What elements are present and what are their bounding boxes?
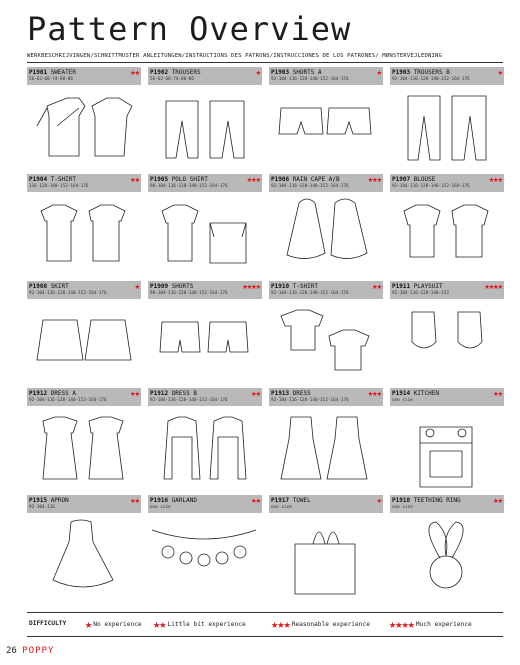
pattern-sizes: 92-104-116-128-140-152-164-176: [392, 77, 470, 82]
legend-text-4: Much experience: [415, 620, 472, 628]
pattern-number: P1904: [29, 176, 48, 183]
pattern-card-p1915-16: [27, 495, 141, 600]
difficulty-stars: ★: [255, 68, 260, 78]
pattern-card-p1909-9: [148, 281, 262, 386]
pattern-sketch: [390, 514, 504, 600]
pattern-caption: [390, 495, 504, 513]
pattern-number: P1914: [392, 390, 411, 397]
pattern-code: [150, 176, 208, 183]
pattern-name: DRESS B: [171, 390, 197, 397]
difficulty-stars: ★: [497, 68, 502, 78]
pattern-card-p1912-13: [148, 388, 262, 493]
pattern-number: P1913: [271, 390, 290, 397]
legend-label: DIFFICULTY: [29, 620, 67, 627]
pattern-card-p1904-4: [27, 174, 141, 279]
pattern-name: DRESS A: [50, 390, 76, 397]
legend-stars-3: ★★★: [271, 617, 290, 631]
pattern-sketch: [269, 86, 383, 172]
pattern-sketch: [390, 300, 504, 386]
pattern-sketch: [27, 407, 141, 493]
pattern-sketch: [269, 407, 383, 493]
legend-level-1: [85, 617, 142, 631]
pattern-code: [392, 497, 461, 504]
pattern-caption: [390, 281, 504, 299]
difficulty-stars: ★★★: [488, 175, 502, 185]
pattern-number: P1903: [271, 69, 290, 76]
pattern-caption: [390, 388, 504, 406]
pattern-caption: [269, 281, 383, 299]
pattern-sizes: 92-104-116: [29, 505, 55, 510]
pattern-number: P1910: [271, 283, 290, 290]
pattern-sketch: [148, 86, 262, 172]
pattern-number: P1912: [29, 390, 48, 397]
difficulty-stars: ★★: [130, 175, 139, 185]
difficulty-stars: ★★: [251, 496, 260, 506]
pattern-sketch: [269, 514, 383, 600]
pattern-number: P1901: [29, 69, 48, 76]
pattern-sizes: 98-104-116-128-140-152-164-176: [150, 184, 228, 189]
pattern-sizes: 56-62-68-74-80-86: [150, 77, 194, 82]
legend-bottom-divider: [27, 636, 503, 637]
page-title: Pattern Overview: [27, 10, 352, 48]
legend-text-3: Reasonable experience: [291, 620, 370, 628]
pattern-code: [271, 390, 311, 397]
pattern-sizes: 92-104-116-128-140-152: [392, 291, 449, 296]
pattern-sizes: 92-104-116-128-140-152-164-176: [29, 291, 107, 296]
pattern-code: [392, 69, 450, 76]
difficulty-stars: ★★★★: [242, 282, 260, 292]
pattern-card-p1903-2: [269, 67, 383, 172]
pattern-number: P1906: [271, 176, 290, 183]
pattern-card-p1918-19: [390, 495, 504, 600]
pattern-name: DRESS: [292, 390, 311, 397]
pattern-name: KITCHEN: [413, 390, 439, 397]
pattern-number: P1909: [150, 283, 169, 290]
pattern-number: P1905: [150, 176, 169, 183]
pattern-sketch: [148, 300, 262, 386]
pattern-name: TROUSERS B: [413, 69, 450, 76]
legend-level-2: [153, 617, 246, 631]
pattern-name: POLO SHIRT: [171, 176, 208, 183]
pattern-name: SKIRT: [50, 283, 69, 290]
pattern-number: P1916: [150, 497, 169, 504]
pattern-sizes: 92-104-116-128-140-152-164-176: [271, 184, 349, 189]
pattern-card-p1901-0: [27, 67, 141, 172]
pattern-name: SWEATER: [50, 69, 76, 76]
pattern-caption: [390, 174, 504, 192]
legend-level-4: [389, 617, 472, 631]
pattern-sketch: [148, 193, 262, 279]
difficulty-stars: ★★: [251, 389, 260, 399]
pattern-caption: [269, 495, 383, 513]
pattern-sketch: [27, 86, 141, 172]
pattern-card-p1912-12: [27, 388, 141, 493]
difficulty-stars: ★: [376, 68, 381, 78]
legend-stars-2: ★★: [153, 617, 166, 631]
pattern-number: P1908: [29, 283, 48, 290]
pattern-name: T-SHIRT: [292, 283, 318, 290]
pattern-code: [271, 176, 340, 183]
pattern-name: PLAYSUIT: [413, 283, 443, 290]
pattern-name: TEETHING RING: [413, 497, 461, 504]
legend-top-divider: [27, 612, 503, 613]
pattern-code: [392, 283, 443, 290]
pattern-sketch: [390, 193, 504, 279]
pattern-code: [392, 176, 435, 183]
pattern-code: [29, 69, 76, 76]
pattern-sketch: [390, 407, 504, 493]
page-footer: [6, 646, 54, 656]
difficulty-stars: ★: [376, 496, 381, 506]
pattern-sketch: [27, 300, 141, 386]
pattern-code: [29, 176, 76, 183]
pattern-sizes: 98-104-116-128-140-152-164-176: [150, 291, 228, 296]
pattern-sizes: one size: [392, 505, 413, 510]
pattern-code: [271, 497, 311, 504]
pattern-caption: [269, 174, 383, 192]
pattern-sizes: 116-128-140-152-164-176: [29, 184, 89, 189]
pattern-caption: [27, 281, 141, 299]
pattern-code: [29, 283, 69, 290]
pattern-caption: [27, 174, 141, 192]
difficulty-stars: ★★: [493, 496, 502, 506]
pattern-card-p1914-15: [390, 388, 504, 493]
pattern-card-p1910-10: [269, 281, 383, 386]
pattern-sizes: one size: [150, 505, 171, 510]
difficulty-stars: ★★★: [367, 175, 381, 185]
page-subtitle: WERKBESCHRIJVINGEN/SCHNITTMUSTER ANLEITUNGEN/INSTRUCTIONS DES PATRONS/INSTRUCCIONES DE LOS PATRONES/ MØNSTERVEJLEDNING: [27, 53, 443, 59]
pattern-sizes: 92-104-116-128-140-152-164-176: [271, 398, 349, 403]
pattern-name: RAIN CAPE A/B: [292, 176, 340, 183]
difficulty-stars: ★★: [130, 389, 139, 399]
pattern-sketch: [27, 514, 141, 600]
pattern-name: APRON: [50, 497, 69, 504]
difficulty-stars: ★★★★: [484, 282, 502, 292]
pattern-name: T-SHIRT: [50, 176, 76, 183]
pattern-name: SHORTS A: [292, 69, 322, 76]
difficulty-stars: ★★: [493, 389, 502, 399]
brand-logo: POPPY: [22, 646, 55, 656]
header-divider: [27, 62, 503, 63]
pattern-sketch: [269, 300, 383, 386]
pattern-card-p1916-17: [148, 495, 262, 600]
pattern-code: [29, 497, 69, 504]
pattern-card-p1908-8: [27, 281, 141, 386]
pattern-name: TOWEL: [292, 497, 311, 504]
pattern-code: [150, 390, 197, 397]
pattern-number: P1915: [29, 497, 48, 504]
pattern-card-p1902-1: [148, 67, 262, 172]
pattern-card-p1917-18: [269, 495, 383, 600]
pattern-code: [392, 390, 439, 397]
pattern-code: [150, 283, 193, 290]
difficulty-stars: ★★★: [367, 389, 381, 399]
pattern-code: [150, 497, 197, 504]
pattern-card-p1913-14: [269, 388, 383, 493]
pattern-name: SHORTS: [171, 283, 194, 290]
pattern-sizes: 56-62-68-74-80-86: [29, 77, 73, 82]
pattern-caption: [27, 67, 141, 85]
pattern-sketch: [148, 514, 262, 600]
pattern-caption: [148, 388, 262, 406]
pattern-number: P1902: [150, 69, 169, 76]
difficulty-legend: [27, 616, 503, 634]
page-number: 26: [6, 646, 17, 656]
pattern-sizes: one size: [392, 398, 413, 403]
pattern-card-p1906-6: [269, 174, 383, 279]
legend-text-1: No experience: [93, 620, 142, 628]
pattern-caption: [27, 495, 141, 513]
pattern-sketch: [148, 407, 262, 493]
legend-stars-1: ★: [85, 617, 92, 631]
legend-stars-4: ★★★★: [389, 617, 414, 631]
difficulty-stars: ★★: [372, 282, 381, 292]
pattern-caption: [148, 174, 262, 192]
pattern-code: [271, 69, 322, 76]
pattern-number: P1907: [392, 176, 411, 183]
pattern-number: P1911: [392, 283, 411, 290]
pattern-sizes: one size: [271, 505, 292, 510]
pattern-sketch: [269, 193, 383, 279]
pattern-number: P1917: [271, 497, 290, 504]
pattern-sizes: 92-104-116-128-140-152-164-176: [29, 398, 107, 403]
pattern-card-p1911-11: [390, 281, 504, 386]
pattern-sizes: 92-104-116-128-140-152-164-176: [392, 184, 470, 189]
pattern-number: P1912: [150, 390, 169, 397]
legend-text-2: Little bit experience: [167, 620, 246, 628]
pattern-sizes: 92-104-116-128-140-152-164-176: [271, 291, 349, 296]
pattern-number: P1903: [392, 69, 411, 76]
pattern-sketch: [27, 193, 141, 279]
pattern-sizes: 92-104-116-128-140-152-164-176: [150, 398, 228, 403]
pattern-name: GARLAND: [171, 497, 197, 504]
pattern-sketch: [390, 86, 504, 172]
pattern-code: [271, 283, 318, 290]
pattern-name: BLOUSE: [413, 176, 436, 183]
pattern-name: TROUSERS: [171, 69, 201, 76]
pattern-caption: [269, 388, 383, 406]
pattern-sizes: 92-104-116-128-140-152-164-176: [271, 77, 349, 82]
pattern-caption: [27, 388, 141, 406]
difficulty-stars: ★★★: [246, 175, 260, 185]
difficulty-stars: ★★: [130, 68, 139, 78]
pattern-code: [150, 69, 201, 76]
pattern-caption: [148, 281, 262, 299]
pattern-caption: [390, 67, 504, 85]
pattern-card-p1907-7: [390, 174, 504, 279]
difficulty-stars: ★: [134, 282, 139, 292]
pattern-caption: [148, 495, 262, 513]
pattern-caption: [269, 67, 383, 85]
pattern-caption: [148, 67, 262, 85]
pattern-code: [29, 390, 76, 397]
pattern-card-p1903-3: [390, 67, 504, 172]
pattern-card-p1905-5: [148, 174, 262, 279]
legend-level-3: [271, 617, 370, 631]
difficulty-stars: ★★: [130, 496, 139, 506]
pattern-number: P1918: [392, 497, 411, 504]
